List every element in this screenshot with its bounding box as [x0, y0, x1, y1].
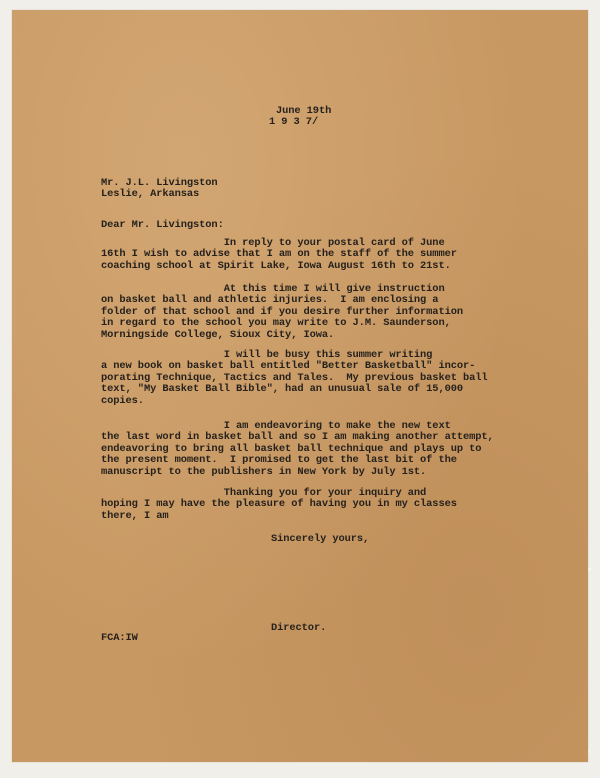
date-line-2: 1 9 3 7/	[269, 116, 319, 129]
paragraph-5	[101, 488, 457, 522]
recipient-location: Leslie, Arkansas	[101, 188, 200, 201]
recipient-address	[101, 178, 218, 201]
signer-title: Director.	[271, 622, 327, 634]
paragraph-line: coaching school at Spirit Lake, Iowa August 16th to 21st.	[101, 259, 451, 272]
reference-initials: FCA:IW	[101, 632, 138, 644]
salutation: Dear Mr. Livingston:	[101, 219, 224, 231]
paragraph-line: hoping I may have the pleasure of having you in my classes	[101, 498, 457, 511]
complimentary-closing: Sincerely yours,	[271, 533, 370, 545]
paragraph-line: on basket ball and athletic injuries. I am enclosing a	[101, 294, 439, 307]
paragraph-line: in regard to the school you may write to J.M. Saunderson,	[101, 317, 451, 330]
paragraph-line: I will be busy this summer writing	[101, 349, 433, 361]
paragraph-3	[101, 350, 488, 407]
paragraph-line: At this time I will give instruction	[101, 283, 445, 295]
paragraph-line: Thanking you for your inquiry and	[101, 487, 427, 499]
paragraph-line: Morningside College, Sioux City, Iowa.	[101, 328, 335, 341]
paragraph-line: text, "My Basket Ball Bible", had an unusual sale of 15,000	[101, 383, 463, 396]
letter-date	[263, 106, 331, 129]
paragraph-line: 16th I wish to advise that I am on the staff of the summer	[101, 248, 457, 261]
paragraph-line: endeavoring to bring all basket ball technique and plays up to	[101, 442, 482, 455]
date-line-1: June 19th	[276, 105, 332, 117]
paragraph-4	[101, 421, 494, 478]
paragraph-line: In reply to your postal card of June	[101, 237, 445, 249]
paragraph-line: I am endeavoring to make the new text	[101, 420, 451, 432]
paragraph-line: there, I am	[101, 509, 169, 522]
paragraph-line: folder of that school and if you desire further information	[101, 305, 463, 318]
paragraph-line: a new book on basket ball entitled "Better Basketball" incor-	[101, 360, 476, 373]
paragraph-line: the present moment. I promised to get the last bit of the	[101, 454, 457, 467]
recipient-name: Mr. J.L. Livingston	[101, 177, 218, 189]
paragraph-line: manuscript to the publishers in New York by July 1st.	[101, 465, 427, 478]
paragraph-line: the last word in basket ball and so I am making another attempt,	[101, 431, 494, 444]
paragraph-2	[101, 284, 463, 341]
paragraph-line: copies.	[101, 394, 144, 407]
paragraph-line: porating Technique, Tactics and Tales. My previous basket ball	[101, 371, 488, 384]
paragraph-1	[101, 238, 457, 272]
